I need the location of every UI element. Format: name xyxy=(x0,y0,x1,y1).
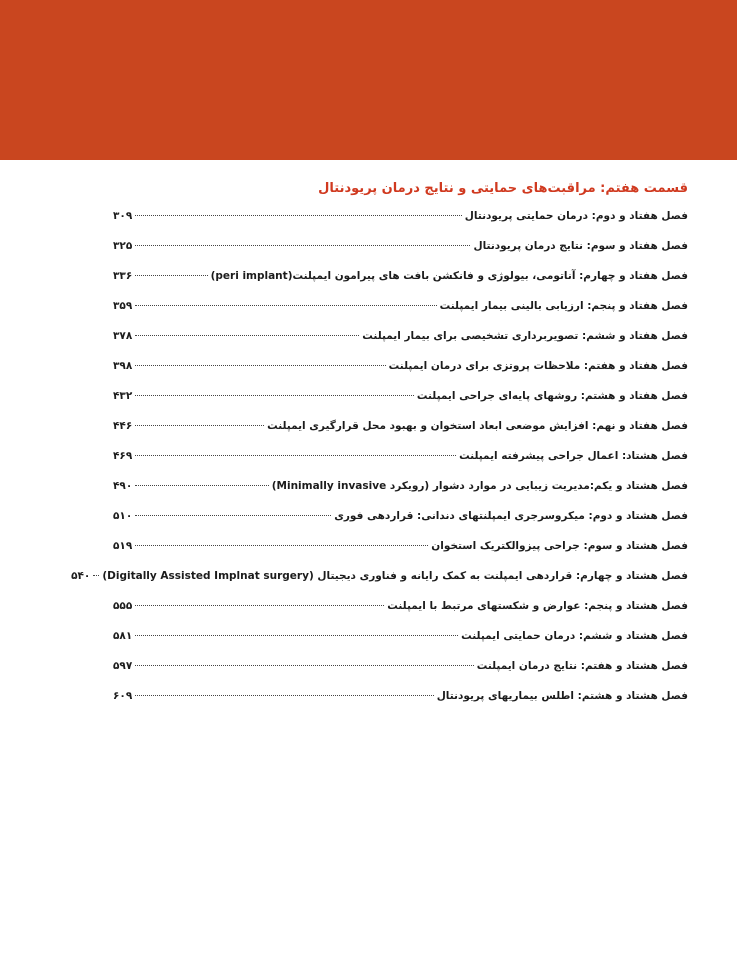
toc-leader-dots xyxy=(135,425,264,426)
toc-row[interactable] xyxy=(113,300,688,330)
toc-section xyxy=(71,170,688,720)
toc-row[interactable] xyxy=(113,360,688,390)
header-banner xyxy=(0,0,737,160)
toc-leader-dots xyxy=(135,275,207,276)
toc-leader-dots xyxy=(135,485,268,486)
toc-chapter-title: فصل هفتاد و هفتم: ملاحظات پروتزی برای درمان ایمپلنت xyxy=(388,360,688,372)
toc-chapter-title: فصل هفتاد و هشتم: روشهای پایه‌ای جراحی ایمپلنت xyxy=(416,390,688,402)
toc-row[interactable] xyxy=(113,480,688,510)
toc-leader-dots xyxy=(135,545,428,546)
toc-row[interactable] xyxy=(113,450,688,480)
toc-row[interactable] xyxy=(71,570,688,600)
toc-page-number: ۳۲۵ xyxy=(113,240,133,252)
toc-page-number: ۳۹۸ xyxy=(113,360,133,372)
toc-row[interactable] xyxy=(113,240,688,270)
toc-page-number: ۴۶۹ xyxy=(113,450,133,462)
toc-chapter-title: فصل هشتاد و ششم: درمان حمایتی ایمپلنت xyxy=(461,630,688,642)
toc-row[interactable] xyxy=(113,330,688,360)
toc-chapter-title: فصل هشتاد و سوم: جراحی پیزوالکتریک استخوان xyxy=(431,540,688,552)
toc-page-number: ۴۴۶ xyxy=(113,420,133,432)
toc-row[interactable] xyxy=(113,270,688,300)
part-title: قسمت هفتم: مراقبت‌های حمایتی و نتایج درمان پریودنتال xyxy=(318,181,688,196)
toc-leader-dots xyxy=(93,575,99,576)
toc-chapter-title: فصل هفتاد و سوم: نتایج درمان پریودنتال xyxy=(473,240,688,252)
toc-page-number: ۴۹۰ xyxy=(113,480,133,492)
toc-row[interactable] xyxy=(113,390,688,420)
toc-row[interactable] xyxy=(113,540,688,570)
toc-page-number: ۳۰۹ xyxy=(113,210,133,222)
toc-leader-dots xyxy=(135,395,414,396)
toc-page-number: ۵۸۱ xyxy=(113,630,133,642)
toc-page-number: ۴۳۲ xyxy=(113,390,133,402)
toc-row[interactable] xyxy=(113,660,688,690)
toc-chapter-title: فصل هشتاد و چهارم: قراردهی ایمپلنت به کمک رایانه و فناوری دیجیتال (Digitally Assisted Implnat surgery) xyxy=(102,570,688,582)
toc-row[interactable] xyxy=(113,690,688,720)
toc-chapter-title: فصل هشتاد و هشتم: اطلس بیماریهای پریودنتال xyxy=(436,690,688,702)
toc-chapter-title: فصل هشتاد و هفتم: نتایج درمان ایمپلنت xyxy=(476,660,688,672)
toc-chapter-title: فصل هفتاد و نهم: افزایش موضعی ابعاد استخوان و بهبود محل قرارگیری ایمپلنت xyxy=(267,420,688,432)
toc-leader-dots xyxy=(135,635,458,636)
toc-row[interactable] xyxy=(113,600,688,630)
toc-page-number: ۵۵۵ xyxy=(113,600,133,612)
toc-row[interactable] xyxy=(113,210,688,240)
toc-row[interactable] xyxy=(113,630,688,660)
toc-page-number: ۳۵۹ xyxy=(113,300,133,312)
toc-chapter-title: فصل هفتاد و پنجم: ارزیابی بالینی بیمار ایمپلنت xyxy=(439,300,688,312)
toc-page-number: ۳۷۸ xyxy=(113,330,133,342)
toc-leader-dots xyxy=(135,335,359,336)
toc-chapter-title: فصل هفتاد و ششم: تصویربرداری تشخیصی برای بیمار ایمپلنت xyxy=(362,330,688,342)
toc-chapter-title: فصل هفتاد و دوم: درمان حمایتی پریودنتال xyxy=(464,210,688,222)
toc-chapter-title: فصل هشتاد و پنجم: عوارض و شکستهای مرتبط با ایمپلنت xyxy=(387,600,688,612)
toc-chapter-title: فصل هشتاد و دوم: میکروسرجری ایمپلنتهای دندانی: قراردهی فوری xyxy=(334,510,688,522)
toc-chapter-title: فصل هفتاد و چهارم: آناتومی، بیولوژی و فانکشن بافت های پیرامون ایمپلنت(peri implant) xyxy=(210,270,688,282)
toc-leader-dots xyxy=(135,665,473,666)
toc-page-number: ۵۱۰ xyxy=(113,510,133,522)
toc-leader-dots xyxy=(135,695,433,696)
toc-leader-dots xyxy=(135,305,436,306)
toc-chapter-title: فصل هشتاد و یکم:مدیریت زیبایی در موارد دشوار (رویکرد Minimally invasive) xyxy=(271,480,688,492)
toc-row[interactable] xyxy=(113,420,688,450)
toc-leader-dots xyxy=(135,215,462,216)
toc-leader-dots xyxy=(135,515,331,516)
toc-row[interactable] xyxy=(113,510,688,540)
toc-leader-dots xyxy=(135,455,456,456)
toc-page-number: ۶۰۹ xyxy=(113,690,133,702)
toc-page-number: ۵۱۹ xyxy=(113,540,133,552)
toc-page-number: ۵۴۰ xyxy=(71,570,91,582)
toc-leader-dots xyxy=(135,605,384,606)
toc-leader-dots xyxy=(135,245,470,246)
toc-leader-dots xyxy=(135,365,385,366)
toc-chapter-title: فصل هشتاد: اعمال جراحی پیشرفته ایمپلنت xyxy=(459,450,688,462)
toc-page-number: ۵۹۷ xyxy=(113,660,133,672)
toc-page-number: ۳۳۶ xyxy=(113,270,133,282)
table-of-contents xyxy=(71,210,688,720)
